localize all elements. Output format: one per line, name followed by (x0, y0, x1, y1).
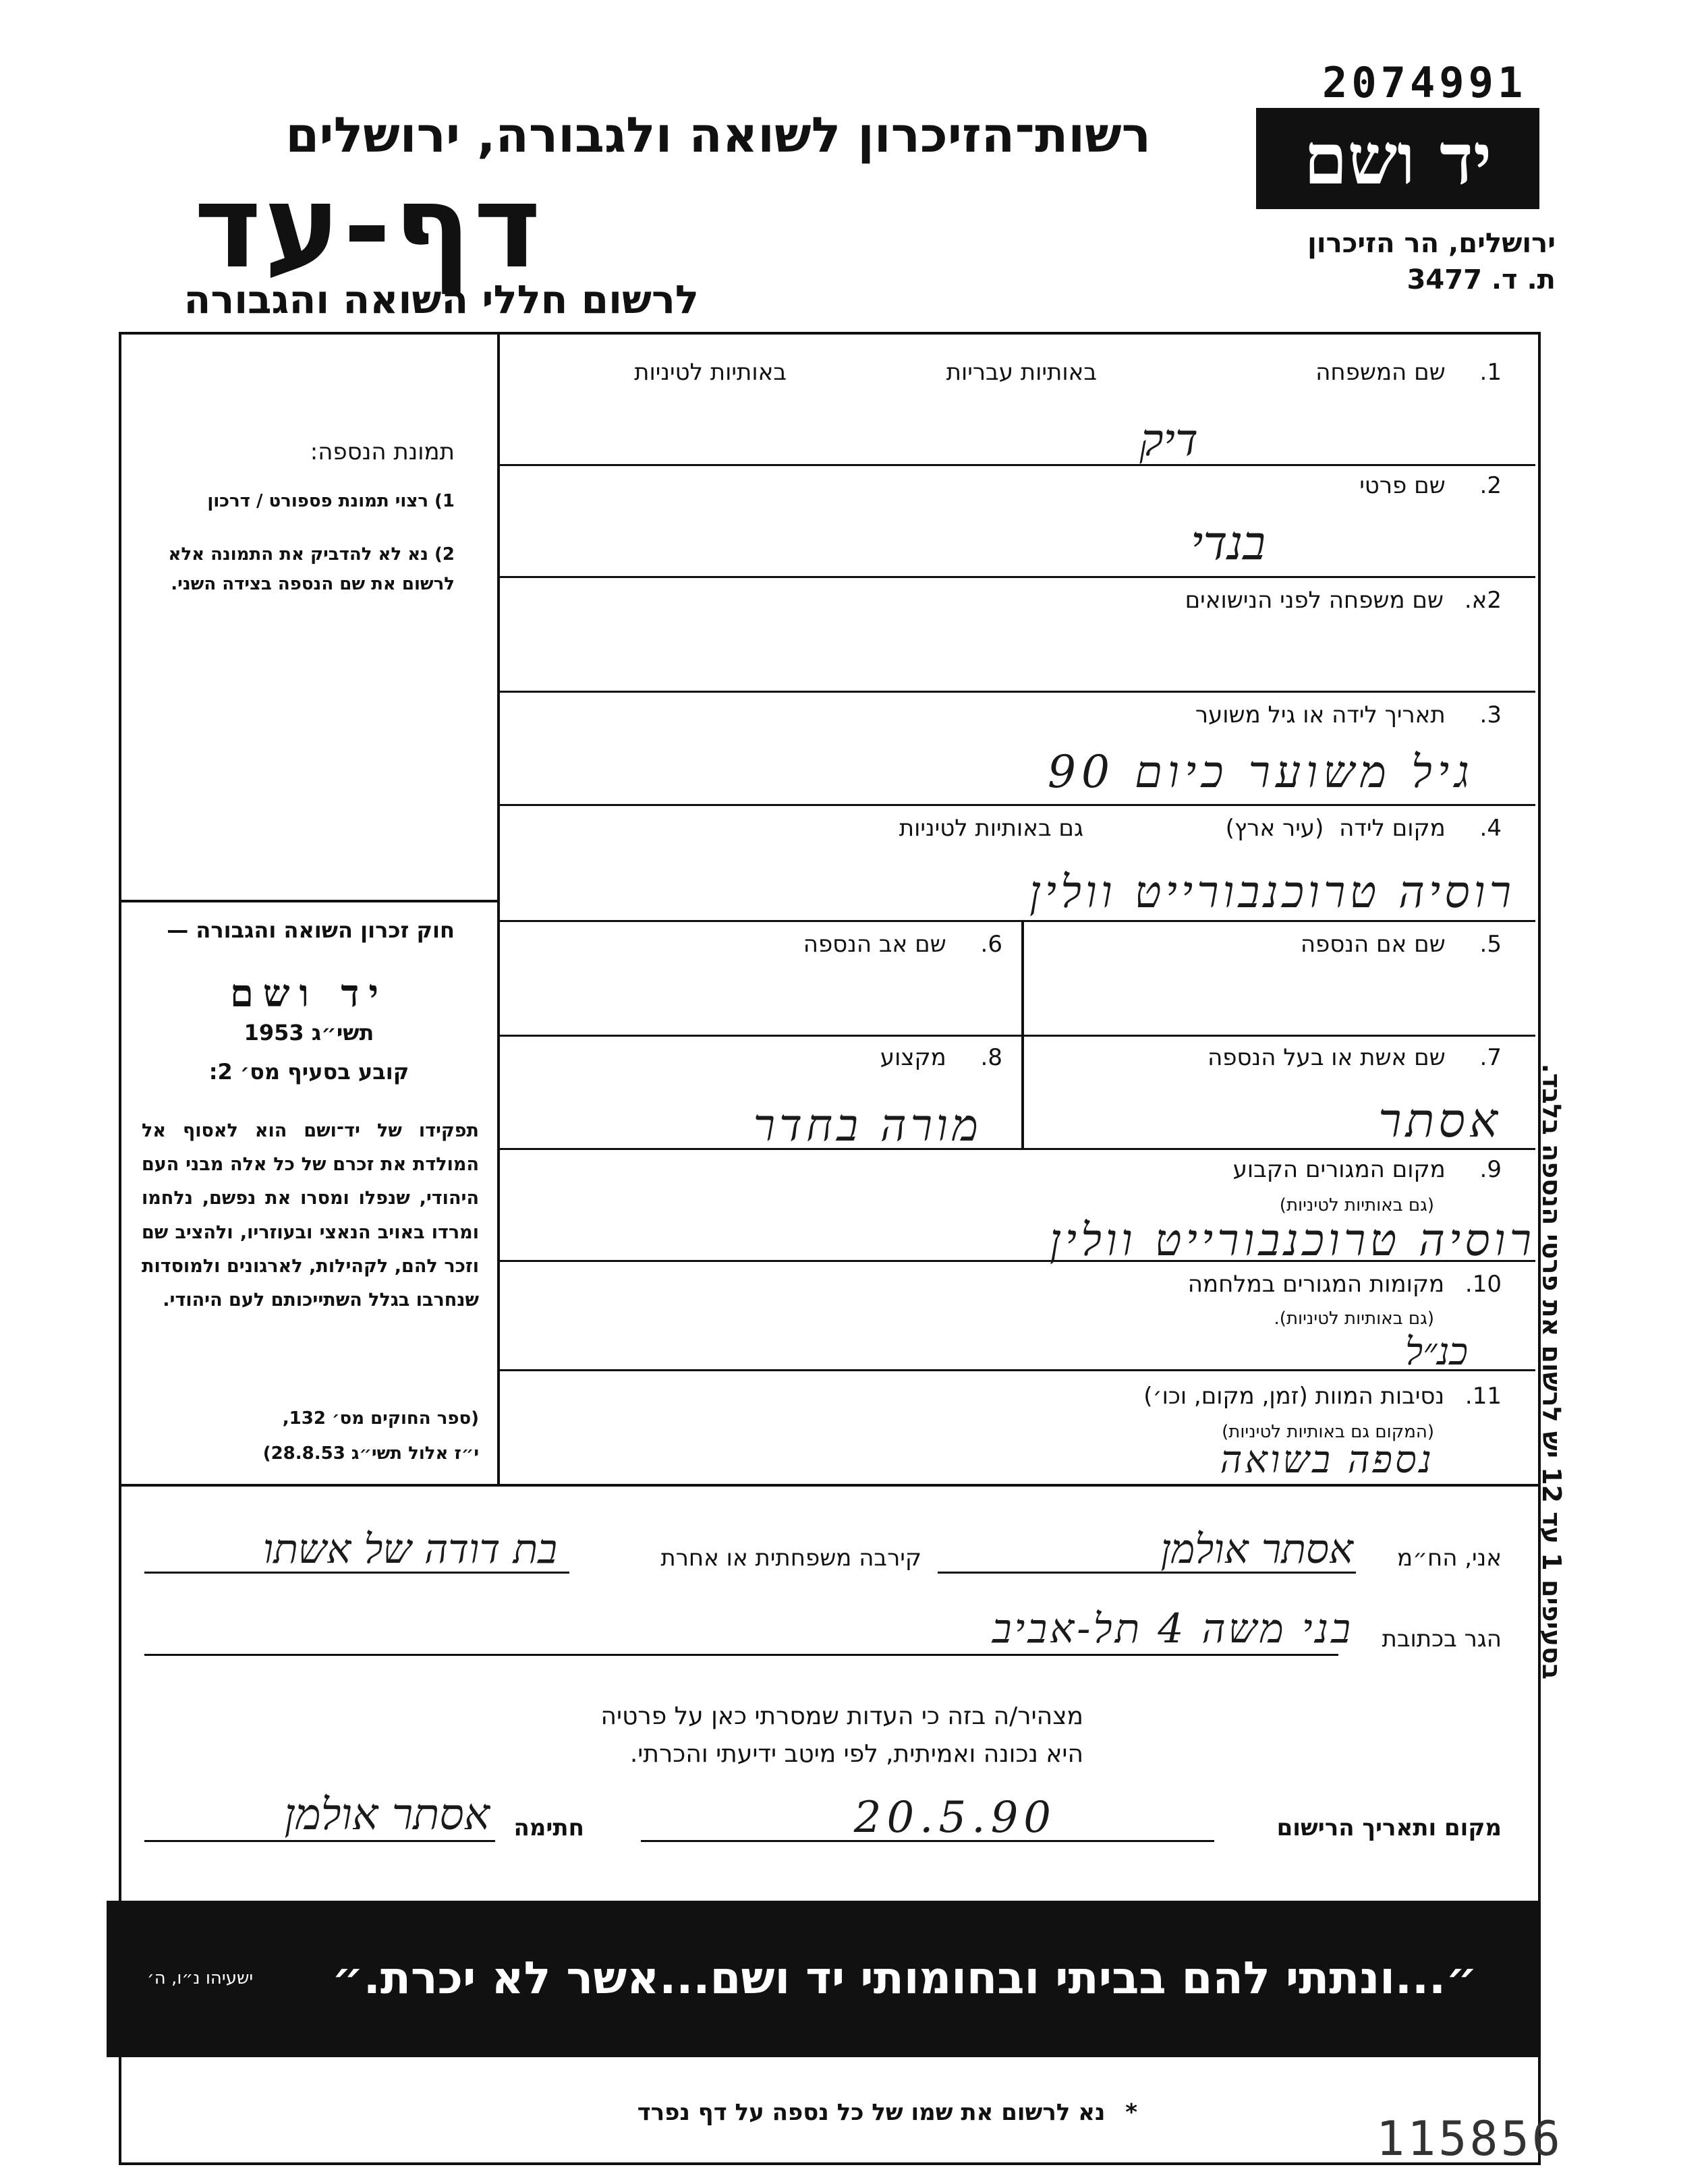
field-11-value[interactable]: נספה בשואה (1220, 1438, 1434, 1482)
field-10-text: מקומות המגורים במלחמה (1187, 1271, 1445, 1298)
statement-line-2: היא נכונה ואמיתית, לפי מיטב ידיעתי והכרתי. (629, 1740, 1083, 1768)
relation-value[interactable]: בת דודה של אשתו (262, 1526, 557, 1573)
field-10-value[interactable]: כנ״ל (1404, 1330, 1468, 1374)
field-9-num: 9. (1479, 1156, 1502, 1183)
field-9-text: מקום המגורים הקבוע (1232, 1156, 1446, 1183)
quote-banner (107, 1901, 1538, 2057)
field-8-num: 8. (980, 1044, 1002, 1071)
field-10-sub: (גם באותיות לטיניות). (1274, 1309, 1434, 1329)
field-9-label (1233, 1156, 1502, 1183)
page-number: 115856 (1376, 2111, 1563, 2166)
place-date-label: מקום ותאריך הרישום (1276, 1814, 1502, 1841)
photo-note-2: 2) נא לא להדביק את התמונה אלא לרשום את שם הנספה בצידה השני. (168, 544, 455, 595)
field-8-text: מקצוע (880, 1044, 946, 1071)
field-1-num: 1. (1479, 359, 1502, 386)
declarant-label: אני, הח״מ (1397, 1545, 1502, 1572)
form-title: דף-עד (194, 161, 544, 294)
field-8-value[interactable]: מורה בחדר (753, 1099, 982, 1151)
signature-label: חתימה (513, 1814, 584, 1841)
field-3-num: 3. (1479, 701, 1502, 728)
field-11-text: נסיבות המוות (זמן, מקום, וכו׳) (1143, 1383, 1445, 1410)
banner-source: ישעיהו נ״ו, ה׳ (147, 1968, 254, 1988)
field-1-col-latin: באותיות לטיניות (634, 359, 787, 386)
address-line-2: ת. ד. 3477 (1407, 264, 1556, 295)
field-2-text: שם פרטי (1359, 472, 1446, 499)
field-10-num: 10. (1465, 1271, 1502, 1298)
footer-note (637, 2099, 1137, 2126)
address-label: הגר בכתובת (1382, 1626, 1502, 1653)
law-year: תשי״ג 1953 (244, 1020, 374, 1045)
field-7-label (1208, 1044, 1502, 1071)
field-9-value[interactable]: רוסיה טרוכנבורייט וולין (1049, 1214, 1535, 1266)
statement-line-1: מצהיר/ה בזה כי העדות שמסרתי כאן על פרטיה (600, 1702, 1083, 1730)
field-9-sub: (גם באותיות לטיניות) (1279, 1195, 1434, 1215)
field-2-num: 2. (1479, 472, 1502, 499)
side-note: בסעיפים 1 עד 12 יש לרשום את פרטי הנספה בלבד. (1537, 1063, 1566, 1679)
field-4-sub: (עיר ארץ) (1225, 815, 1324, 842)
field-10-label (1188, 1271, 1502, 1298)
photo-note-1: 1) רצוי תמונת פספורט / דרכון (207, 491, 455, 511)
address-line-1: ירושלים, הר הזיכרון (1307, 228, 1556, 259)
law-name: יד ושם (229, 971, 389, 1016)
field-4-text: מקום לידה (1339, 815, 1446, 842)
field-5-label (1301, 931, 1502, 958)
field-8-label (880, 1044, 1002, 1071)
field-11-label (1143, 1383, 1502, 1410)
footer-bullet: * (1125, 2099, 1137, 2126)
banner-quote: ״...ונתתי להם בביתי ובחומותי יד ושם...אשר לא יכרת.״ (331, 1952, 1477, 2004)
field-2a-text: שם משפחה לפני הנישואים (1185, 587, 1444, 614)
field-1-label (1315, 359, 1502, 386)
photo-box-title: תמונת הנספה: (310, 438, 455, 465)
address-value[interactable]: בני משה 4 תל-אביב (992, 1605, 1353, 1653)
document-number: 2074991 (1322, 58, 1527, 107)
field-3-text: תאריך לידה או גיל משוער (1195, 701, 1446, 728)
field-4-label (1226, 815, 1502, 842)
law-title: חוק זכרון השואה והגבורה — (167, 917, 455, 943)
field-4-latin-note: גם באותיות לטיניות (899, 815, 1083, 842)
law-text: תפקידו של יד־ושם הוא לאסוף אל המולדת את זכרם של כל אלה מבני העם היהודי, שנפלו ומסרו את נפשם, נלחמו ומרדו באויב הנאצי ובעוזריו, ולהציב שם וזכר להם, לקהילות, לארגונים ולמוסדות שנחרבו בגלל השתייכותם לעם היהודי. (142, 1120, 479, 1311)
place-date-value[interactable]: 20.5.90 (853, 1793, 1056, 1843)
declarant-name[interactable]: אסתר אולמן (1160, 1526, 1353, 1573)
field-2-value[interactable]: בנדי (1191, 515, 1266, 571)
field-6-num: 6. (980, 931, 1002, 958)
field-6-text: שם אב הנספה (803, 931, 946, 958)
yad-vashem-logo (1256, 108, 1539, 209)
logo-text: יד ושם (1303, 117, 1492, 200)
signature[interactable]: אסתר אולמן (284, 1790, 490, 1840)
field-6-label (803, 931, 1002, 958)
field-11-sub: (המקום גם באותיות לטיניות) (1222, 1422, 1434, 1442)
field-3-label (1195, 701, 1502, 728)
field-3-value[interactable]: גיל משוער כיום 90 (1047, 746, 1475, 798)
field-1-value[interactable]: דיק (1139, 414, 1198, 466)
field-2-label (1359, 472, 1502, 499)
field-2a-num: 2א. (1464, 587, 1502, 614)
field-11-num: 11. (1465, 1383, 1502, 1410)
field-2a-label (1185, 587, 1502, 614)
field-4-value[interactable]: רוסיה טרוכנבורייט וולין (1029, 866, 1515, 918)
field-7-text: שם אשת או בעל הנספה (1208, 1044, 1446, 1071)
authority-name: רשות־הזיכרון לשואה ולגבורה, ירושלים (285, 107, 1151, 163)
form-subtitle: לרשום חללי השואה והגבורה (183, 277, 699, 322)
field-7-value[interactable]: אסתר (1378, 1093, 1502, 1148)
law-source-1: (ספר החוקים מס׳ 132, (282, 1408, 479, 1429)
field-7-num: 7. (1479, 1044, 1502, 1071)
field-1-col-hebrew: באותיות עבריות (946, 359, 1097, 386)
law-clause: קובע בסעיף מס׳ 2: (208, 1059, 409, 1085)
field-4-num: 4. (1479, 815, 1502, 842)
field-5-text: שם אם הנספה (1300, 931, 1446, 958)
field-5-num: 5. (1479, 931, 1502, 958)
field-1-text: שם המשפחה (1315, 359, 1446, 386)
law-source-2: י״ז אלול תשי״ג 28.8.53) (262, 1443, 479, 1464)
footer-note-text: נא לרשום את שמו של כל נספה על דף נפרד (637, 2099, 1106, 2126)
relation-label: קירבה משפחתית או אחרת (660, 1545, 921, 1572)
